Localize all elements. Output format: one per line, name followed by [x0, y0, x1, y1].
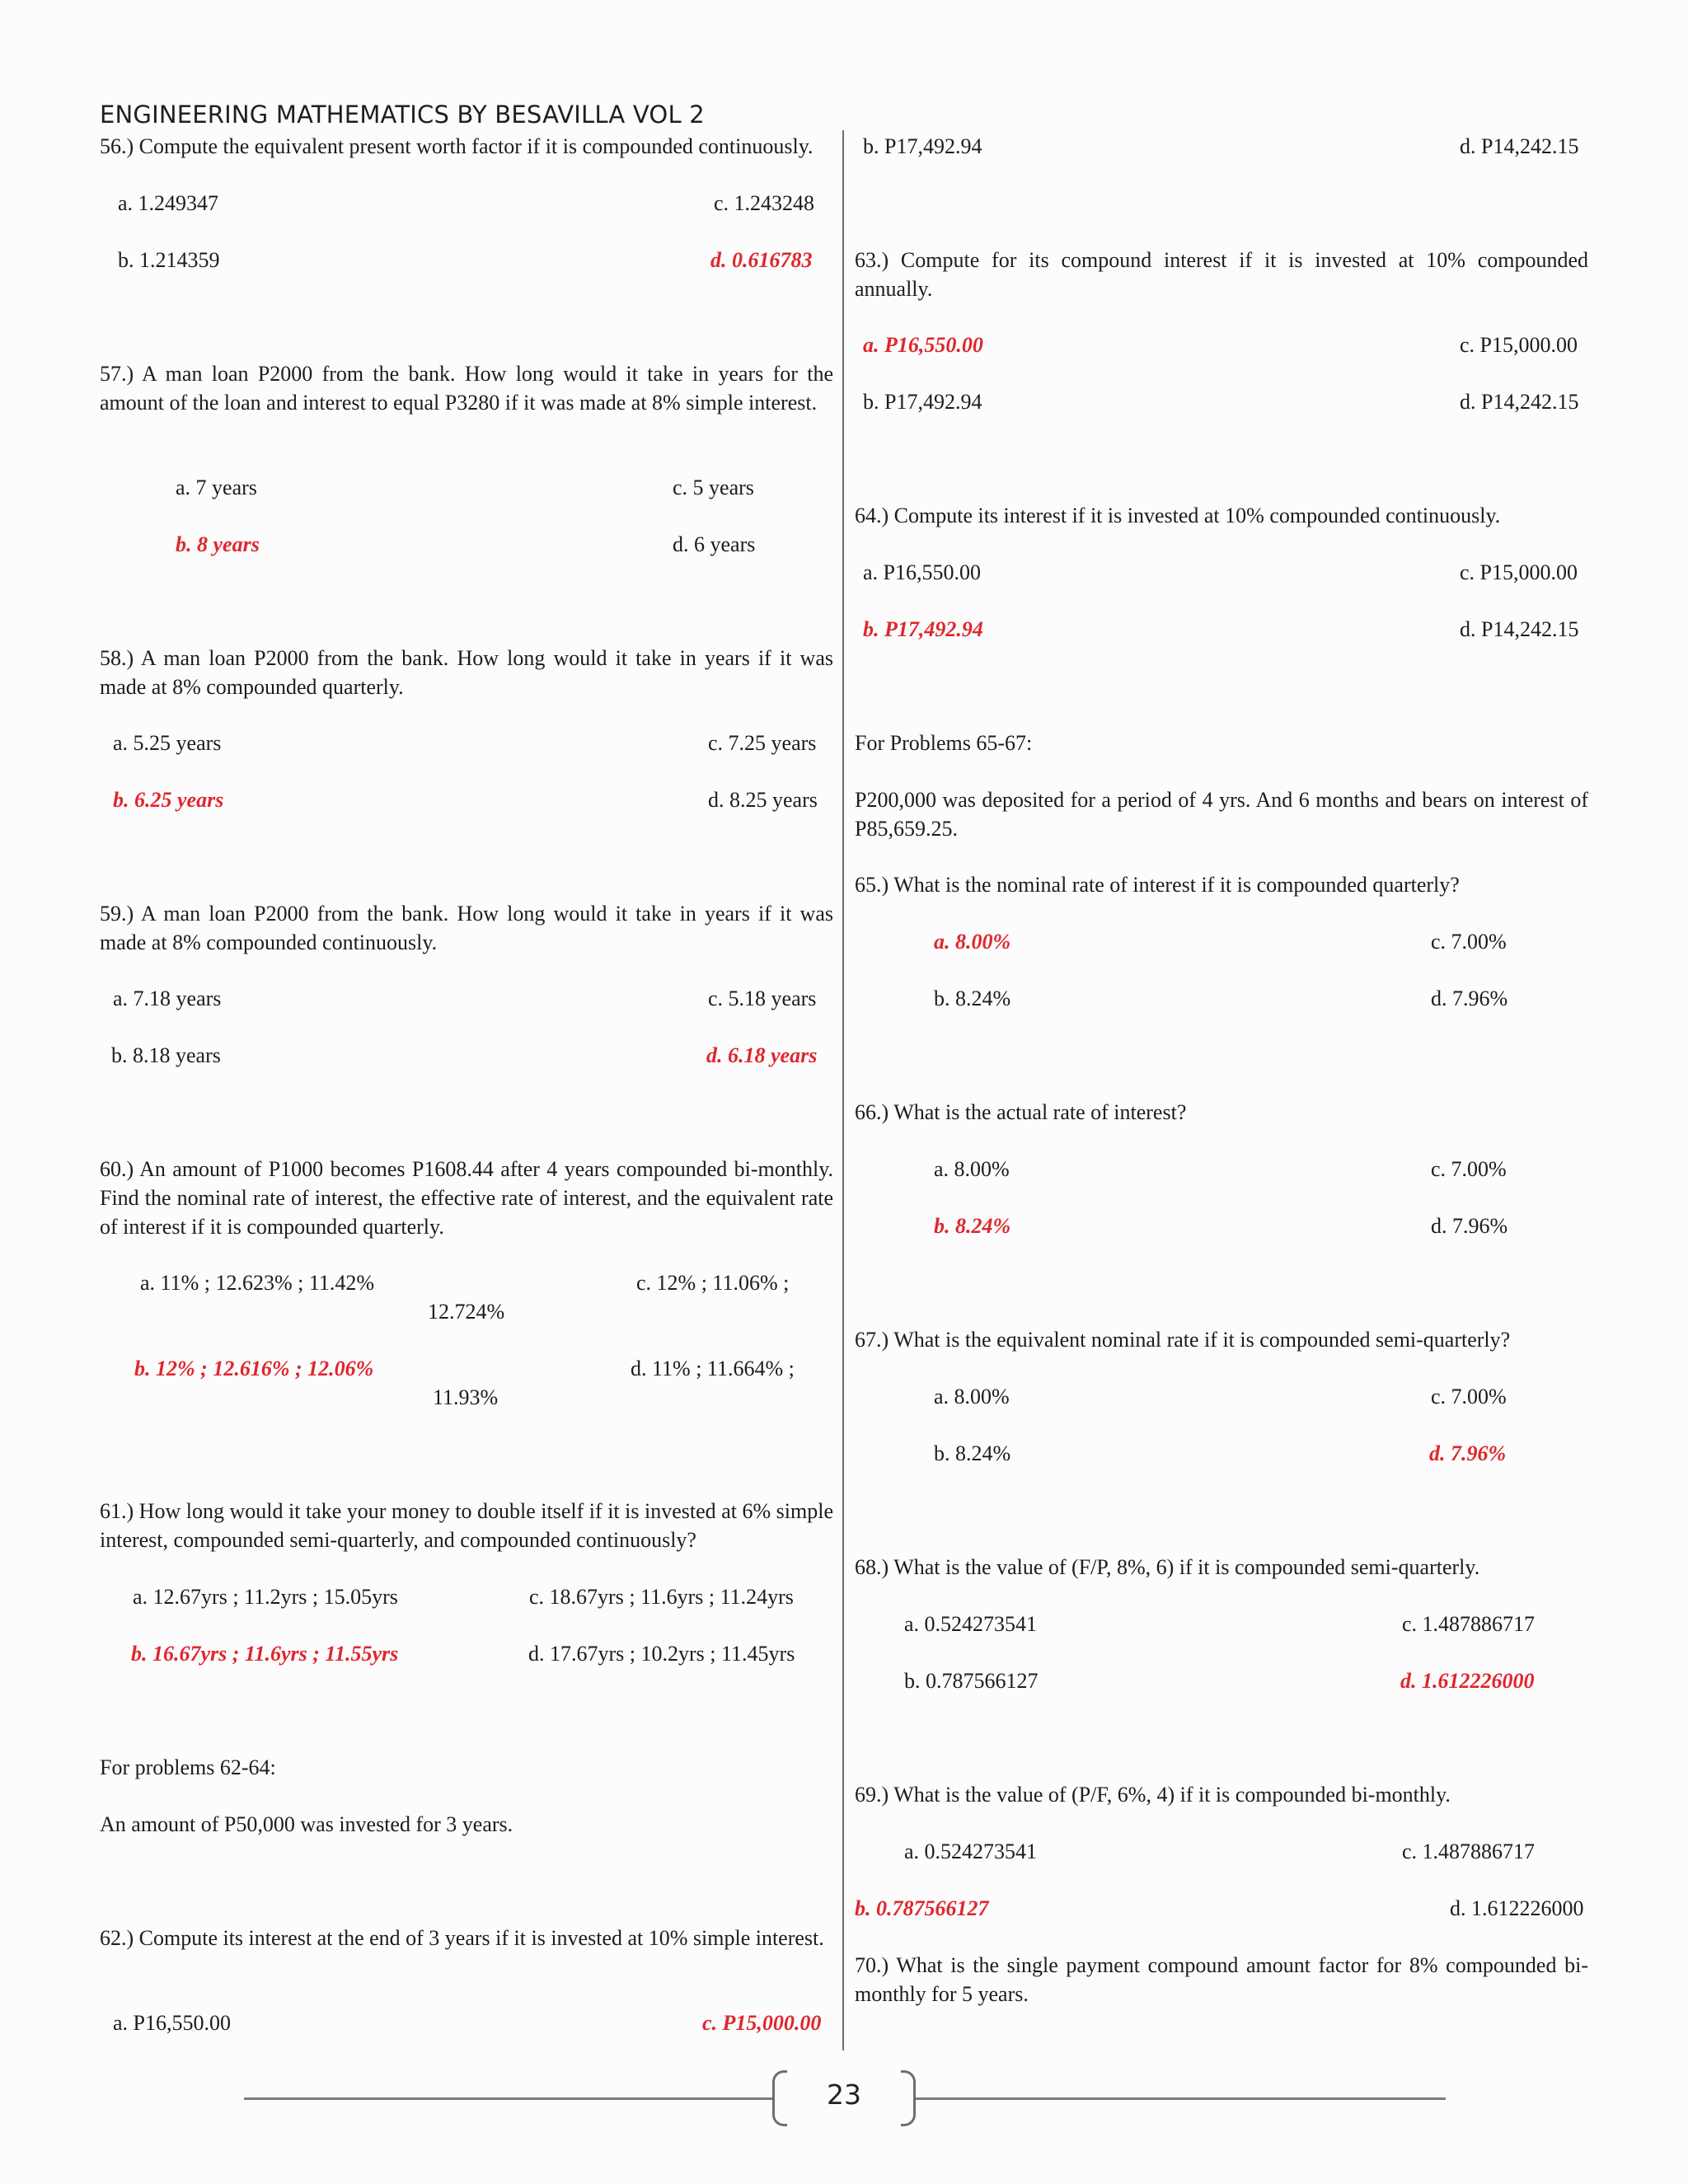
q59-option-d-answer: d. 6.18 years — [706, 1043, 818, 1067]
q69-option-b-answer: b. 0.787566127 — [855, 1896, 989, 1920]
question-68: 68.) What is the value of (F/P, 8%, 6) if it is compounded semi-quarterly. — [855, 1555, 1480, 1579]
q57-option-b-answer: b. 8 years — [176, 532, 260, 556]
q61-option-d: d. 17.67yrs ; 10.2yrs ; 11.45yrs — [528, 1642, 795, 1666]
q57-option-a: a. 7 years — [176, 476, 257, 499]
q60-option-b-answer: b. 12% ; 12.616% ; 12.06% — [134, 1357, 374, 1380]
question-62: 62.) Compute its interest at the end of 3 years if it is invested at 10% simple interest. — [100, 1926, 824, 1950]
q60-option-a: a. 11% ; 12.623% ; 11.42% — [140, 1271, 375, 1295]
q56-option-d-answer: d. 0.616783 — [710, 248, 813, 272]
q62-option-b: b. P17,492.94 — [863, 134, 982, 158]
q59-option-b: b. 8.18 years — [111, 1043, 221, 1067]
q67-option-c: c. 7.00% — [1431, 1385, 1507, 1408]
question-70: 70.) What is the single payment compound amount factor for 8% compounded bi-monthly for 5 years. — [855, 1953, 1588, 2006]
group-62-64-text: An amount of P50,000 was invested for 3 years. — [100, 1812, 513, 1836]
q67-option-d-answer: d. 7.96% — [1429, 1441, 1507, 1465]
q65-option-c: c. 7.00% — [1431, 930, 1507, 954]
question-67: 67.) What is the equivalent nominal rate if it is compounded semi-quarterly? — [855, 1328, 1511, 1352]
q62-option-a: a. P16,550.00 — [113, 2011, 231, 2035]
footer-bracket-right — [901, 2070, 916, 2126]
q61-option-b-answer: b. 16.67yrs ; 11.6yrs ; 11.55yrs — [131, 1642, 399, 1666]
q64-option-d: d. P14,242.15 — [1460, 617, 1579, 641]
q62-option-d: d. P14,242.15 — [1460, 134, 1579, 158]
q59-option-c: c. 5.18 years — [708, 987, 817, 1010]
q59-option-a: a. 7.18 years — [113, 987, 222, 1010]
footer-rule-right — [916, 2097, 1446, 2100]
q60-option-d-continued: 11.93% — [433, 1385, 499, 1409]
q56-option-b: b. 1.214359 — [118, 248, 220, 272]
q57-option-d: d. 6 years — [673, 532, 756, 556]
q58-option-c: c. 7.25 years — [708, 731, 817, 755]
question-61: 61.) How long would it take your money to double itself if it is invested at 6% simple interest, compounded semi-quarterly, and compounded continuously? — [100, 1499, 833, 1552]
q63-option-b: b. P17,492.94 — [863, 390, 982, 414]
q64-option-c: c. P15,000.00 — [1460, 560, 1578, 584]
q66-option-c: c. 7.00% — [1431, 1157, 1507, 1181]
page-number: 23 — [827, 2079, 861, 2111]
page-header-title: ENGINEERING MATHEMATICS BY BESAVILLA VOL 2 — [100, 101, 705, 129]
q58-option-d: d. 8.25 years — [708, 788, 818, 812]
q68-option-a: a. 0.524273541 — [904, 1612, 1038, 1636]
q67-option-a: a. 8.00% — [934, 1385, 1010, 1408]
q69-option-c: c. 1.487886717 — [1402, 1840, 1536, 1863]
q69-option-d: d. 1.612226000 — [1450, 1896, 1584, 1920]
group-65-67-text: P200,000 was deposited for a period of 4 yrs. And 6 months and bears on interest of P85,659.25. — [855, 788, 1588, 841]
q68-option-d-answer: d. 1.612226000 — [1400, 1669, 1535, 1693]
question-57: 57.) A man loan P2000 from the bank. How long would it take in years for the amount of the loan and interest to equal P3280 if it was made at 8% simple interest. — [100, 362, 833, 415]
question-66: 66.) What is the actual rate of interest? — [855, 1100, 1187, 1124]
group-62-64-heading: For problems 62-64: — [100, 1755, 276, 1779]
q60-option-c-continued: 12.724% — [428, 1300, 505, 1324]
q58-option-a: a. 5.25 years — [113, 731, 222, 755]
q65-option-d: d. 7.96% — [1431, 987, 1508, 1010]
q64-option-a: a. P16,550.00 — [863, 560, 981, 584]
q64-option-b-answer: b. P17,492.94 — [863, 617, 983, 641]
column-divider — [842, 130, 844, 2050]
group-65-67-heading: For Problems 65-67: — [855, 731, 1033, 755]
q63-option-a-answer: a. P16,550.00 — [863, 333, 983, 357]
q58-option-b-answer: b. 6.25 years — [113, 788, 224, 812]
q65-option-a-answer: a. 8.00% — [934, 930, 1011, 954]
q68-option-c: c. 1.487886717 — [1402, 1612, 1536, 1636]
q63-option-d: d. P14,242.15 — [1460, 390, 1579, 414]
footer-bracket-left — [772, 2070, 787, 2126]
q60-option-c: c. 12% ; 11.06% ; — [636, 1271, 790, 1295]
q63-option-c: c. P15,000.00 — [1460, 333, 1578, 357]
footer-rule-left — [244, 2097, 772, 2100]
q57-option-c: c. 5 years — [673, 476, 754, 499]
q67-option-b: b. 8.24% — [934, 1441, 1011, 1465]
question-58: 58.) A man loan P2000 from the bank. How long would it take in years if it was made at 8% compounded quarterly. — [100, 646, 833, 699]
question-69: 69.) What is the value of (P/F, 6%, 4) if it is compounded bi-monthly. — [855, 1783, 1451, 1807]
q61-option-c: c. 18.67yrs ; 11.6yrs ; 11.24yrs — [529, 1585, 794, 1609]
q66-option-b-answer: b. 8.24% — [934, 1214, 1011, 1238]
q56-option-a: a. 1.249347 — [118, 191, 219, 215]
q60-option-d: d. 11% ; 11.664% ; — [631, 1357, 795, 1380]
q65-option-b: b. 8.24% — [934, 987, 1011, 1010]
q56-option-c: c. 1.243248 — [714, 191, 815, 215]
q66-option-d: d. 7.96% — [1431, 1214, 1508, 1238]
question-60: 60.) An amount of P1000 becomes P1608.44 after 4 years compounded bi-monthly. Find the nominal rate of interest, the effective rate of interest, and the equivalent rate of interest if it is compounded quarterly. — [100, 1157, 833, 1239]
q61-option-a: a. 12.67yrs ; 11.2yrs ; 15.05yrs — [133, 1585, 398, 1609]
question-63: 63.) Compute for its compound interest if it is invested at 10% compounded annually. — [855, 248, 1588, 301]
q66-option-a: a. 8.00% — [934, 1157, 1010, 1181]
question-64: 64.) Compute its interest if it is invested at 10% compounded continuously. — [855, 504, 1501, 527]
q62-option-c-answer: c. P15,000.00 — [702, 2011, 822, 2035]
question-65: 65.) What is the nominal rate of interest if it is compounded quarterly? — [855, 873, 1460, 897]
question-59: 59.) A man loan P2000 from the bank. How long would it take in years if it was made at 8% compounded continuously. — [100, 902, 833, 954]
q69-option-a: a. 0.524273541 — [904, 1840, 1038, 1863]
question-56: 56.) Compute the equivalent present worth factor if it is compounded continuously. — [100, 134, 814, 158]
q68-option-b: b. 0.787566127 — [904, 1669, 1039, 1693]
